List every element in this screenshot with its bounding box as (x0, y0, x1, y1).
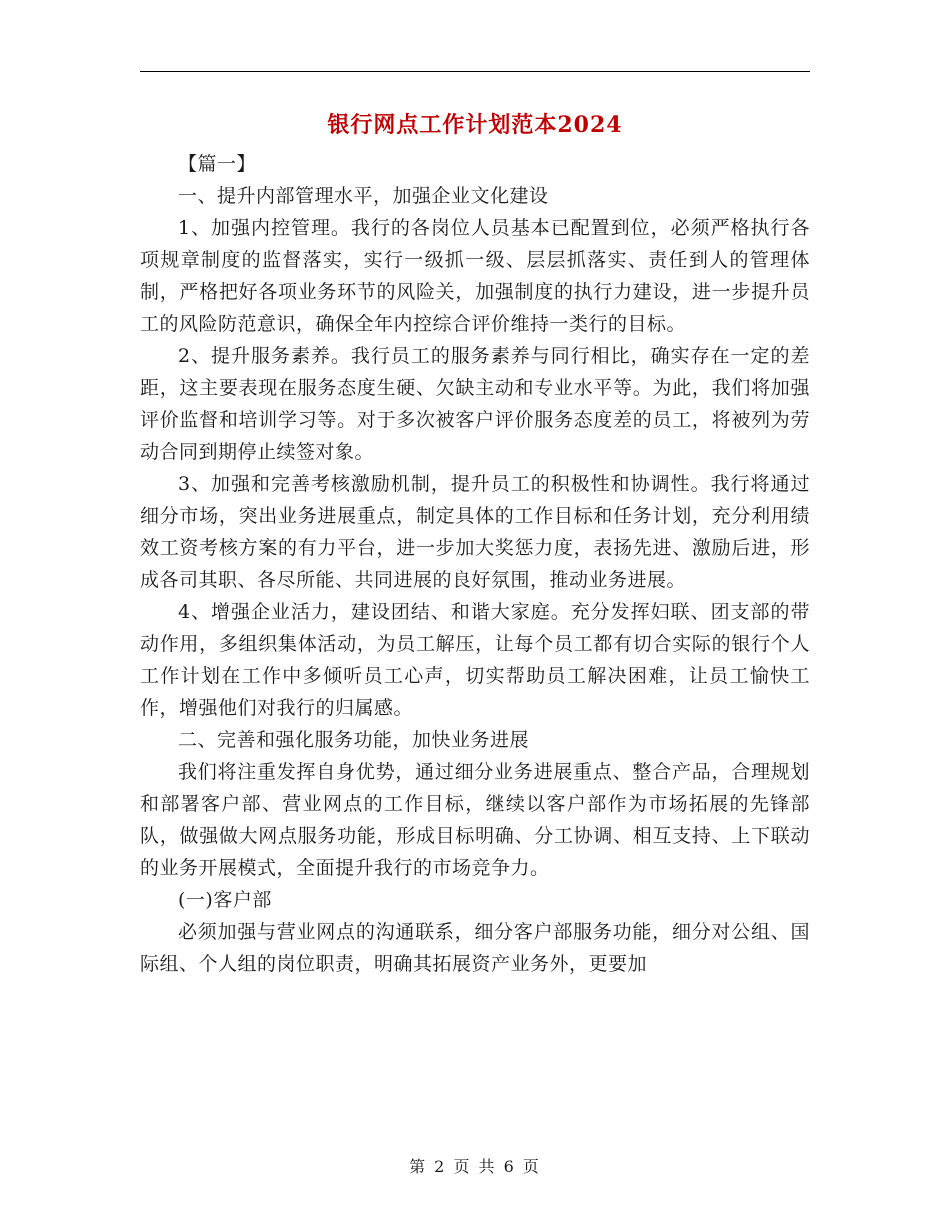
heading-two: 二、完善和强化服务功能，加快业务进展 (178, 729, 530, 751)
document-title: 银行网点工作计划范本2024 (327, 112, 623, 138)
paragraph-advantages: 我们将注重发挥自身优势，通过细分业务进展重点、整合产品，合理规划和部署客户部、营业网点的工作目标，继续以客户部作为市场拓展的先锋部队，做强做大网点服务功能，形成目标明确、分工协调、相互支持、上下联动的业务开展模式，全面提升我行的市场竞争力。 (140, 761, 810, 879)
paragraph-incentive: 3、加强和完善考核激励机制，提升员工的积极性和协调性。我行将通过细分市场，突出业务进展重点，制定具体的工作目标和任务计划，充分利用绩效工资考核方案的有力平台，进一步加大奖惩力度，表扬先进、激励后进，形成各司其职、各尽所能、共同进展的良好氛围，推动业务进展。 (140, 473, 810, 591)
subheading-customer-dept: (一)客户部 (178, 889, 272, 911)
paragraph-team-vitality: 4、增强企业活力，建设团结、和谐大家庭。充分发挥妇联、团支部的带动作用，多组织集体活动，为员工解压，让每个员工都有切合实际的银行个人工作计划在工作中多倾听员工心声，切实帮助员工解决困难，让员工愉快工作，增强他们对我行的归属感。 (140, 601, 810, 719)
document-body (140, 148, 810, 980)
heading-one: 一、提升内部管理水平，加强企业文化建设 (178, 185, 549, 207)
header-rule (140, 71, 810, 72)
paragraph-service-quality: 2、提升服务素养。我行员工的服务素养与同行相比，确实存在一定的差距，这主要表现在服务态度生硬、欠缺主动和专业水平等。为此，我们将加强评价监督和培训学习等。对于多次被客户评价服务态度差的员工，将被列为劳动合同到期停止续签对象。 (140, 345, 810, 463)
page-number: 第 2 页 共 6 页 (409, 1157, 541, 1176)
section-marker: 【篇一】 (178, 153, 257, 175)
paragraph-internal-control: 1、加强内控管理。我行的各岗位人员基本已配置到位，必须严格执行各项规章制度的监督落实，实行一级抓一级、层层抓落实、责任到人的管理体制，严格把好各项业务环节的风险关，加强制度的执行力建设，进一步提升员工的风险防范意识，确保全年内控综合评价维持一类行的目标。 (140, 217, 810, 335)
paragraph-customer-dept: 必须加强与营业网点的沟通联系，细分客户部服务功能，细分对公组、国际组、个人组的岗位职责，明确其拓展资产业务外，更要加 (140, 921, 810, 975)
